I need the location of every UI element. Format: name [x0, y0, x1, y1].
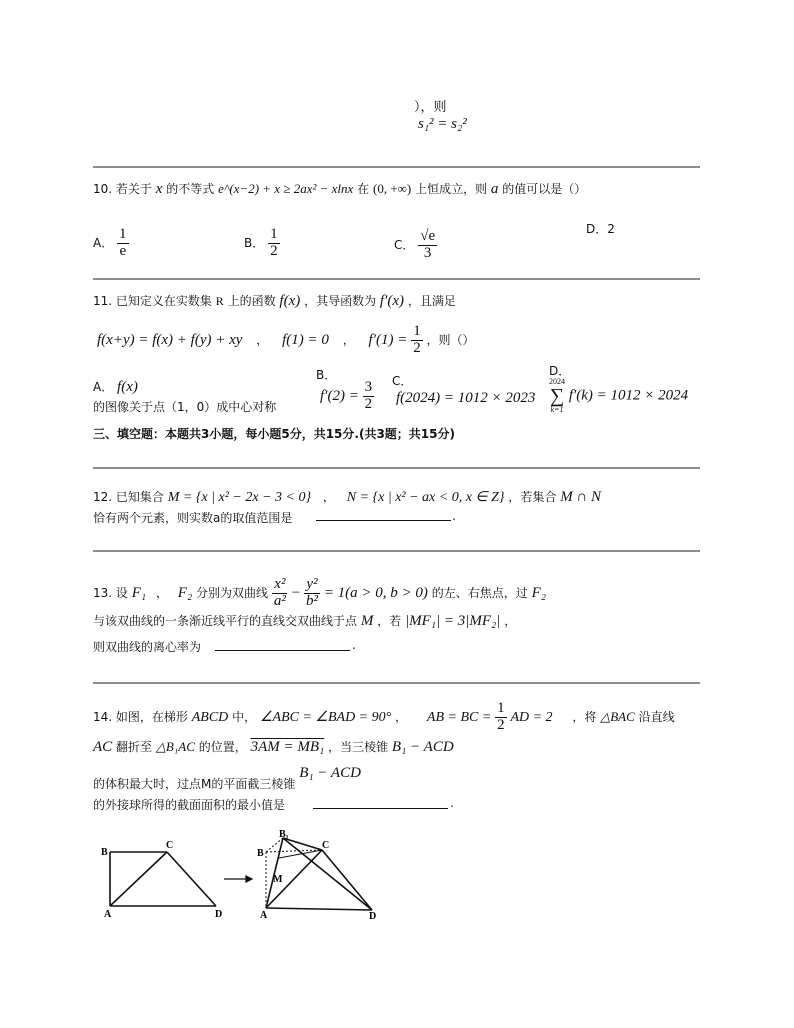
- divider: [93, 467, 700, 469]
- label-b1: B₁: [279, 829, 289, 840]
- q14-ac: AC: [93, 739, 113, 755]
- q10-option-b: [244, 208, 280, 260]
- q11-b-expr: f′(2) =: [320, 387, 359, 404]
- label-a: A: [104, 909, 112, 920]
- q13-line2-mid: ，若: [377, 614, 402, 628]
- q14-line2: [93, 738, 454, 756]
- q12-line2: 恰有两个元素，则实数a的取值范围是: [93, 511, 293, 525]
- q14-end: .: [450, 796, 454, 810]
- q11-b-frac: $\frac{3}{2}$: [364, 379, 373, 412]
- q11-d-bottom: k=1: [550, 405, 564, 414]
- q10-var-x: x: [155, 181, 163, 197]
- q11-conditions: [97, 322, 475, 357]
- label-b: B: [101, 847, 108, 858]
- q11-cond3: f′(1) =: [368, 332, 408, 348]
- q14-line1: [93, 694, 675, 734]
- q12-set-n: N = {x | x² − ax < 0, x ∈ Z}: [346, 490, 505, 505]
- q13-sep: ，: [155, 586, 168, 600]
- q11-option-c: f(2024) = 1012 × 2023: [396, 390, 536, 406]
- q11-option-a-text: 的图像关于点（1，0）成中心对称: [93, 400, 277, 414]
- label-m: M: [273, 874, 283, 885]
- q14-pyr2: B₁ − ACD: [299, 765, 361, 781]
- q14-line3: [93, 765, 361, 792]
- q10-stem: [93, 180, 586, 198]
- q12-set-m: M = {x | x² − 2x − 3 < 0}: [167, 490, 312, 505]
- q11-d-top: 2024: [549, 377, 565, 386]
- q10-prefix: 10. 若关于: [93, 182, 152, 196]
- q10-a-label: A．: [93, 236, 114, 250]
- q13-end: .: [352, 638, 356, 652]
- q10-in: 在: [357, 182, 370, 196]
- q12-answer-blank[interactable]: [316, 520, 451, 521]
- edge-b1-c: [283, 838, 322, 850]
- q13-line3: 则双曲线的离心率为: [93, 640, 202, 654]
- q13-prefix: 13. 设: [93, 586, 128, 600]
- q14-fold: 翻折至: [116, 740, 153, 754]
- q11-option-b-label: B．: [316, 368, 337, 382]
- q10-option-d: D．2: [586, 222, 615, 236]
- q12-prefix: 12. 已知集合: [93, 490, 164, 504]
- q11-end: ，且满足: [407, 294, 456, 308]
- q11-option-d: [549, 378, 688, 414]
- q12-stem: [93, 478, 601, 506]
- q11-option-b: [320, 380, 374, 413]
- divider: [93, 278, 700, 280]
- q14-angles: ∠ABC = ∠BAD = 90°: [259, 710, 392, 725]
- q11-d-expr: f′(k) = 1012 × 2024: [568, 387, 689, 404]
- q14-prefix: 14. 如图，在梯形: [93, 710, 188, 724]
- q10-c-label: C．: [394, 238, 415, 252]
- q14-line3-text: 的体积最大时，过点M的平面截三棱锥: [93, 777, 296, 791]
- q11-mid: 上的函数: [227, 294, 276, 308]
- edge-ac: [110, 852, 167, 906]
- q12-sep: ，: [322, 490, 335, 504]
- q10-a-frac: $\frac{1}{e}$: [119, 226, 127, 259]
- q10-end: 的值可以是（）: [502, 182, 587, 196]
- edge-cd: [167, 852, 216, 906]
- q10-suffix: 上恒成立，则: [415, 182, 488, 196]
- q13-f2b: F₂: [531, 585, 546, 601]
- q11-set-r: R: [215, 294, 224, 308]
- q11-fx: f(x): [279, 293, 301, 309]
- q11-cond3-frac: $\frac{1}{2}$: [413, 323, 421, 356]
- q13-frac-y: $\frac{\text{y²}}{\text{b²}}$: [305, 576, 318, 609]
- q13-f2: F₂: [177, 585, 193, 601]
- q14-mid: 中，: [232, 710, 257, 724]
- q13-stem: [93, 558, 546, 610]
- geometry-figure: [96, 826, 396, 922]
- q14-len-frac: $\frac{1}{2}$: [497, 700, 505, 733]
- q13-cond: |MF₁| = 3|MF₂|: [405, 613, 501, 629]
- top-formula: s₁² = s₂²: [418, 116, 467, 132]
- q14-sep: ，: [395, 710, 408, 724]
- q10-option-a: [93, 208, 129, 260]
- q14-when: ，当三棱锥: [328, 740, 389, 754]
- q14-line4: 的外接球所得的截面面积的最小值是: [93, 798, 286, 812]
- q14-len-rhs: AD = 2: [510, 710, 553, 725]
- label-a-right: A: [260, 910, 268, 921]
- edge-a-d: [266, 908, 372, 910]
- q11-mid2: ，其导函数为: [304, 294, 377, 308]
- q10-option-c: [394, 206, 437, 262]
- q11-fpx: f′(x): [379, 293, 405, 309]
- q11-a-label: A．: [93, 380, 114, 394]
- q14-tri2: △B₁AC: [155, 739, 195, 754]
- label-d: D: [215, 909, 223, 920]
- q10-inequality: e^(x−2) + x ≥ 2ax² − xlnx: [218, 181, 354, 196]
- divider: [93, 682, 700, 684]
- edge-c-d: [322, 850, 372, 910]
- edge-b1-a: [266, 838, 283, 908]
- trapezoid-original: [110, 852, 216, 906]
- q14-sep2: ，将: [572, 710, 597, 724]
- q12-end: .: [452, 509, 456, 523]
- divider: [93, 550, 700, 552]
- arrow-icon: [224, 876, 252, 882]
- q11-cond2: f(1) = 0: [282, 332, 329, 348]
- q11-d-sum: ∑: [549, 385, 565, 407]
- q13-answer-blank[interactable]: [215, 650, 350, 651]
- top-text: ），则: [414, 100, 447, 115]
- label-d-right: D: [369, 911, 377, 922]
- q12-mid: ，若集合: [508, 490, 557, 504]
- label-c: C: [166, 840, 174, 851]
- q10-interval: (0, +∞): [372, 181, 412, 196]
- q10-mid: 的不等式: [166, 182, 215, 196]
- q13-mid2: 的左、右焦点，过: [431, 586, 528, 600]
- q13-frac-x: $\frac{\text{x²}}{\text{a²}}$: [273, 576, 286, 609]
- q13-line2-text: 与该双曲线的一条渐近线平行的直线交双曲线于点: [93, 614, 358, 628]
- q11-cond1: f(x+y) = f(x) + f(y) + xy: [97, 332, 243, 348]
- q13-f1: F₁: [131, 585, 147, 601]
- q11-prefix: 11. 已知定义在实数集: [93, 294, 212, 308]
- q14-abcd: ABCD: [191, 710, 229, 725]
- divider: [93, 166, 700, 168]
- q13-line2: [93, 612, 516, 630]
- q14-answer-blank[interactable]: [313, 808, 448, 809]
- q10-b-label: B．: [244, 236, 265, 250]
- q11-a-fx: f(x): [117, 379, 138, 395]
- q11-option-d-label: D．: [549, 364, 571, 378]
- q14-len-lhs: AB = BC =: [426, 710, 492, 725]
- q11-option-a: [93, 368, 138, 396]
- q14-pos: 的位置，: [198, 740, 247, 754]
- label-c-right: C: [322, 840, 330, 851]
- q12-intersect: M ∩ N: [560, 489, 602, 505]
- q11-sep: ，: [256, 333, 269, 347]
- q11-option-c-label: C．: [392, 374, 413, 388]
- q14-vec: 3AM = MB₁: [250, 739, 325, 755]
- label-b-right: B: [257, 848, 264, 859]
- q11-then: ，则（）: [426, 333, 475, 347]
- q13-minus: −: [291, 585, 301, 601]
- q14-tri: △BAC: [600, 709, 635, 724]
- q13-mid: 分别为双曲线: [196, 586, 269, 600]
- section-heading: 三、填空题：本题共3小题，每小题5分，共15分.(共3题；共15分): [93, 427, 455, 441]
- q13-eq: = 1(a > 0, b > 0): [323, 585, 428, 601]
- q14-along: 沿直线: [638, 710, 675, 724]
- q11-stem: [93, 292, 456, 310]
- q11-sep: ，: [342, 333, 355, 347]
- q10-c-frac: $\frac{√e}{3}$: [420, 228, 436, 261]
- q10-b-frac: $\frac{1}{2}$: [270, 226, 278, 259]
- q14-pyr: B₁ − ACD: [391, 739, 454, 755]
- q13-m: M: [360, 613, 374, 629]
- q10-var-a: a: [490, 181, 499, 197]
- q13-line2-end: ，: [504, 614, 517, 628]
